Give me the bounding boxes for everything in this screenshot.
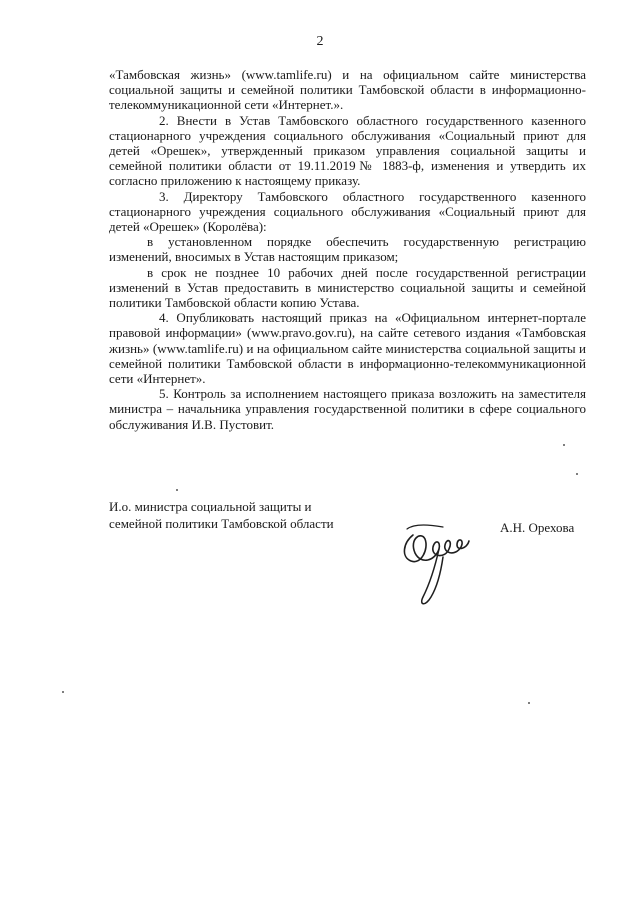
scan-speck [528,702,530,704]
handwritten-signature [395,505,505,615]
signatory-title-line-1: И.о. министра социальной защиты и [109,499,312,514]
signatory-title [109,498,334,532]
paragraph-subitem-deadline: в срок не позднее 10 рабочих дней после государственной регистрации изменений в Устав предоставить в министерство социальной защиты и семейной политики Тамбовской области копию Устава. [109,264,586,311]
signatory-name: А.Н. Орехова [500,520,575,535]
scan-speck [563,444,565,446]
paragraph-item-3: 3. Директору Тамбовского областного государственного казенного стационарного учреждения социального обслуживания «Социальный приют для детей «Орешек» (Королёва): [109,188,586,235]
scan-speck [176,489,178,491]
paragraph-subitem-registration: в установленном порядке обеспечить государственную регистрацию изменений, вносимых в Устав настоящим приказом; [109,234,586,265]
scan-speck [62,691,64,693]
page-number: 2 [316,34,324,49]
signatory-title-line-2: семейной политики Тамбовской области [109,516,334,531]
paragraph-item-5: 5. Контроль за исполнением настоящего приказа возложить на заместителя министра – начальника управления государственной политики в сфере социального обслуживания И.В. Пустовит. [109,386,586,432]
scan-speck [576,473,578,475]
document-body [109,67,586,432]
paragraph-item-2: 2. Внести в Устав Тамбовского областного государственного казенного стационарного учреждения социального обслуживания «Социальный приют для детей «Орешек», утвержденный приказом управления социальной защиты и семейной политики области от 19.11.2019№ 1883-ф, изменения и утвердить их согласно приложению к настоящему приказу. [109,112,586,189]
paragraph-continuation: «Тамбовская жизнь» (www.tamlife.ru) и на официальном сайте министерства социальной защиты и семейной политики Тамбовской области в информационно-телекоммуникационной сети «Интернет.». [109,67,586,113]
paragraph-item-4: 4. Опубликовать настоящий приказ на «Официальном интернет-портале правовой информации» (www.pravo.gov.ru), на сайте сетевого издания «Тамбовская жизнь» (www.tamlife.ru) и на официальном сайте министерства социальной защиты и семейной политики Тамбовской области в информационно-телекоммуникационной сети «Интернет». [109,310,586,387]
